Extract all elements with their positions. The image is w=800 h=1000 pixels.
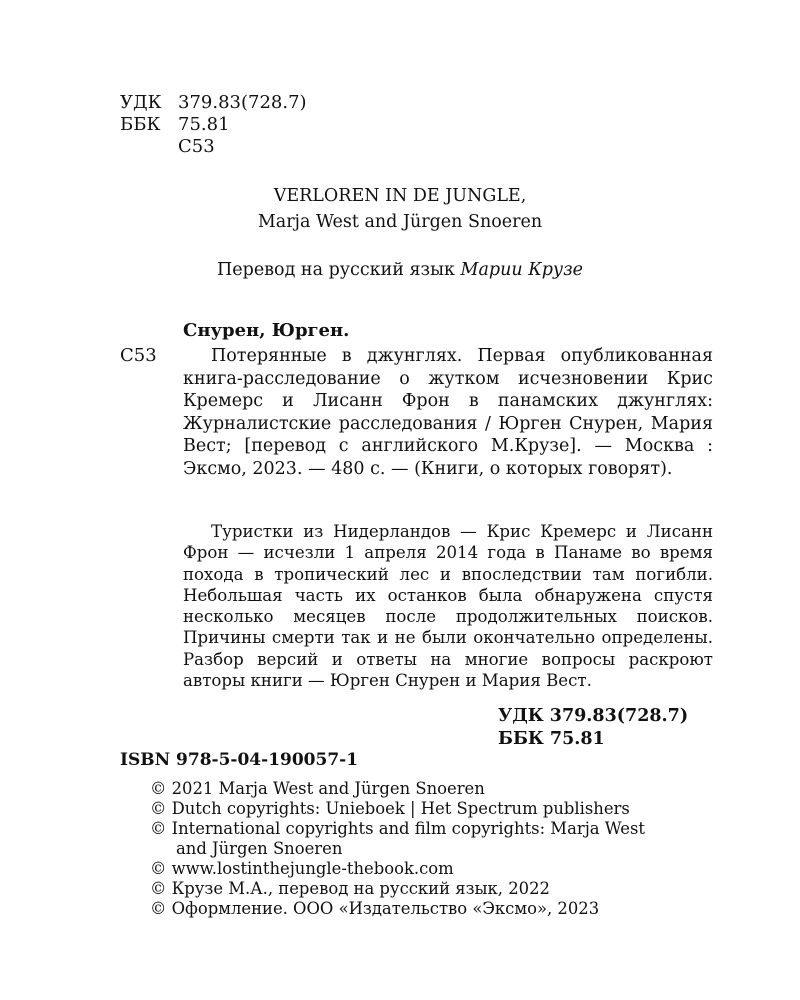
bbk-line xyxy=(120,114,230,136)
catalog-description: Потерянные в джунглях. Первая опубликованная книга-расследование о жутком исчезновении Крис Кремерс и Лисанн Фрон в панамских джунглях: Журналистские расследования / Юрген Снурен, Мария Вест; [перевод с английского М.Крузе]. — Москва : Эксмо, 2023. — 480 с. — (Книги, о которых говорят). xyxy=(183,346,713,479)
copyright-line: © Dutch copyrights: Unieboek | Het Spectrum publishers xyxy=(150,799,630,818)
copyright-line: © 2021 Marja West and Jürgen Snoeren xyxy=(150,779,485,798)
original-title: VERLOREN IN DE JUNGLE, xyxy=(273,186,527,206)
copyright-line: © International copyrights and film copyrights: Marja West xyxy=(150,819,645,838)
translator-name: Марии Крузе xyxy=(460,260,583,280)
udk-label: УДК xyxy=(120,92,162,113)
udk-line xyxy=(120,92,307,114)
translation-prefix: Перевод на русский язык xyxy=(217,260,455,280)
book-annotation: Туристки из Нидерландов — Крис Кремерс и Лисанн Фрон — исчезли 1 апреля 2014 года в Панаме во время похода в тропический лес и впоследствии там погибли. Небольшая часть их останков была обнаружена спустя несколько месяцев после продолжительных поисков. Причины смерти так и не были окончательно определены. Разбор версий и ответы на многие вопросы раскроют авторы книги — Юрген Снурен и Мария Вест. xyxy=(183,522,713,691)
bbk-bottom: ББК 75.81 xyxy=(498,729,605,749)
isbn: ISBN 978-5-04-190057-1 xyxy=(120,750,359,770)
catalog-code: С53 xyxy=(120,345,157,366)
author-mark: С53 xyxy=(178,136,215,157)
copyright-line: and Jürgen Snoeren xyxy=(176,839,343,858)
translation-credit xyxy=(0,260,800,280)
copyright-line: © Крузе М.А., перевод на русский язык, 2022 xyxy=(150,879,550,898)
catalog-author: Снурен, Юрген. xyxy=(183,320,350,341)
bbk-value: 75.81 xyxy=(178,114,230,135)
original-authors: Marja West and Jürgen Snoeren xyxy=(257,212,543,232)
bbk-label: ББК xyxy=(120,114,161,135)
copyright-line: © www.lostinthejungle-thebook.com xyxy=(150,859,454,878)
copyright-line: © Оформление. ООО «Издательство «Эксмо», 2023 xyxy=(150,899,600,918)
udk-value: 379.83(728.7) xyxy=(178,92,307,113)
udk-bottom: УДК 379.83(728.7) xyxy=(498,706,689,726)
